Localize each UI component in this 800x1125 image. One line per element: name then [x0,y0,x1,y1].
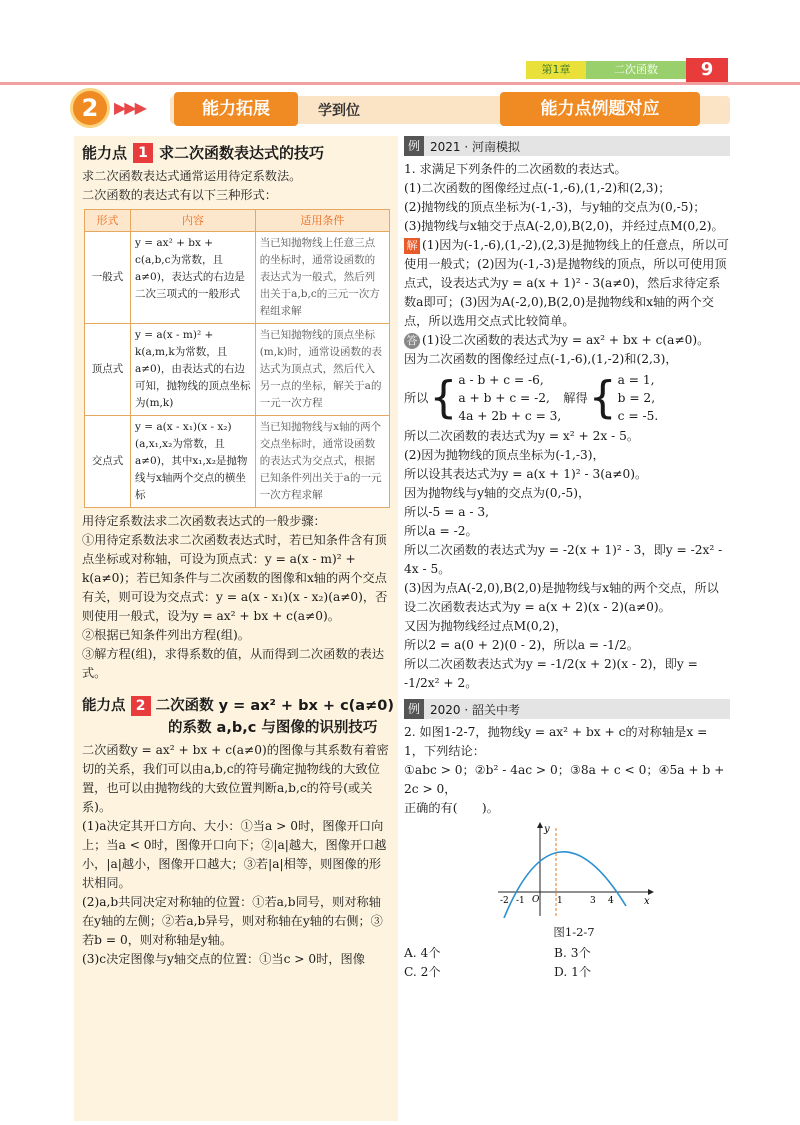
ability-point-2-heading [82,695,398,739]
solution: a = 1, [617,373,655,387]
table-header: 形式 [85,210,131,232]
section-badge: 2 [70,88,110,128]
tick-label: -1 [516,896,525,906]
table-row [85,324,390,416]
parabola-graph [494,822,654,918]
table-row [85,232,390,324]
y-axis-arrow-icon [537,822,543,828]
forms-table [84,209,390,508]
form-condition: 当已知抛物线的顶点坐标(m,k)时，通常设函数的表达式为顶点式，然后代入另一点的坐标，解关于a的一元一次方程 [255,324,389,416]
form-condition: 当已知抛物线与x轴的两个交点坐标时，通常设函数的表达式为交点式，根据已知条件列出关于a的一元一次方程求解 [255,416,389,508]
form-type: 顶点式 [85,324,131,416]
analysis-text: (1)因为(-1,-6),(1,-2),(2,3)是抛物线上的任意点，所以可使用一般式；(2)因为(-1,-3)是抛物线的顶点，所以可使用顶点式，设表达式为y = a(x + 1)² - 3(a≠0)，然后求待定系数a即可；(3)因为A(-2,0),B(2,0)是抛物线和x轴的两个交点，所以选用交点式比较简单。 [404,238,729,328]
p2-rule-b: (2)a,b共同决定对称轴的位置：①若a,b同号，则对称轴在y轴的左侧；②若a,b异号，则对称轴在y轴的右侧；③若b = 0，则对称轴是y轴。 [82,895,383,947]
table-header: 内容 [131,210,256,232]
answer-line [404,331,730,350]
question-end: 正确的有( )。 [404,801,499,815]
left-brace-icon: { [429,372,458,423]
ability-title-line1: 二次函数 y = ax² + bx + c(a≠0) [155,698,394,714]
axis-label-y: y [544,824,550,835]
equation: a - b + c = -6, [458,373,544,387]
answer-line: 所以二次函数表达式为y = -1/2(x + 2)(x - 2)，即y = -1/2x² + 2。 [404,657,698,690]
step-3: ③解方程(组)，求得系数的值，从而得到二次函数的表达式。 [82,647,385,680]
chapter-name: 二次函数 [586,61,686,79]
ability-title-line2: 的系数 a,b,c 与图像的识别技巧 [168,720,378,736]
p2-intro: 二次函数y = ax² + bx + c(a≠0)的图像与其系数有着密切的关系，我们可以由a,b,c的符号确定抛物线的大致位置，也可以由抛物线的大致位置判断a,b,c的符号(或关系)。 [82,743,389,814]
form-content: y = a(x - m)² + k(a,m,k为常数，且a≠0)，由表达式的右边可知，抛物线的顶点坐标为(m,k) [131,324,256,416]
step-2: ②根据已知条件列出方程(组)。 [82,628,250,642]
tick-label: 3 [590,896,596,906]
question-conditions: ①abc > 0；②b² - 4ac > 0；③8a + c < 0；④5a + b + 2c > 0， [404,763,725,796]
answer-text: (1)设二次函数的表达式为y = ax² + bx + c(a≠0)。 [422,333,710,347]
intro-text: 二次函数的表达式有以下三种形式： [82,188,277,202]
form-content: y = a(x - x₁)(x - x₂)(a,x₁,x₂为常数，且a≠0)，其中x₁,x₂是抛物线与x轴两个交点的横坐标 [131,416,256,508]
system-mid: 解得 [563,390,588,405]
axis-label-x: x [644,896,650,907]
solution: c = -5. [617,409,659,423]
answer-line: 所以a = -2。 [404,524,478,538]
question: 2. 如图1-2-7，抛物线y = ax² + bx + c的对称轴是x = 1，下列结论： [404,725,708,758]
left-brace-icon: { [588,372,617,423]
table-row [85,416,390,508]
answer-line: (2)因为抛物线的顶点坐标为(-1,-3)， [404,448,605,462]
ability-point-1-heading [82,142,398,163]
example-source: 2020 · 韶关中考 [430,702,520,717]
page-number: 9 [686,58,728,82]
steps-intro: 用待定系数法求二次函数表达式的一般步骤： [82,514,326,528]
p2-rule-c: (3)c决定图像与y轴交点的位置：①当c > 0时，图像 [82,952,365,966]
answer-line: 所以二次函数的表达式为y = x² + 2x - 5。 [404,429,640,443]
section-banner [70,88,730,130]
form-type: 交点式 [85,416,131,508]
parabola-figure [494,822,654,940]
analysis-tag: 解 [404,238,420,254]
system-equations [458,371,561,425]
tick-label: -2 [500,896,509,906]
option-d[interactable]: D. 1个 [554,965,592,979]
option-c[interactable]: C. 2个 [404,965,441,979]
chapter-tag: 第1章 [526,61,586,79]
example-2-bar [404,699,730,719]
table-header: 适用条件 [255,210,389,232]
header-divider [0,82,800,85]
question-part: (3)抛物线与x轴交于点A(-2,0),B(2,0)，并经过点M(0,2)。 [404,219,724,233]
p2-rule-a: (1)a决定其开口方向、大小：①当a > 0时，图像开口向上；当a < 0时，图像开口向下；②|a|越大，图像开口越小，|a|越小，图像开口越大；③若|a|相等，则图像的形状相同。 [82,819,387,890]
answer-line: 因为二次函数的图像经过点(-1,-6),(1,-2)和(2,3)， [404,352,678,366]
question-part: (1)二次函数的图像经过点(-1,-6),(1,-2)和(2,3)； [404,181,671,195]
analysis [404,236,730,331]
example-source: 2021 · 河南模拟 [430,139,520,154]
equation-system [404,371,730,425]
right-column [404,136,730,982]
answer-options [404,944,730,982]
answer-line: 所以设其表达式为y = a(x + 1)² - 3(a≠0)。 [404,467,648,481]
parabola-curve [504,852,626,918]
example-tag: 例 [404,699,424,719]
ability-title: 求二次函数表达式的技巧 [159,144,325,162]
answer-line: 因为抛物线与y轴的交点为(0,-5)， [404,486,591,500]
example-tag: 例 [404,136,424,156]
tick-label: 1 [557,896,563,906]
answer-line: 所以二次函数的表达式为y = -2(x + 1)² - 3，即y = -2x² - 4x - 5。 [404,543,723,576]
answer-line: 所以2 = a(0 + 2)(0 - 2)，所以a = -1/2。 [404,638,639,652]
equation: 4a + 2b + c = 3, [458,409,562,423]
option-b[interactable]: B. 3个 [554,946,591,960]
system-solution [618,371,659,425]
question: 1. 求满足下列条件的二次函数的表达式。 [404,162,627,176]
banner-subtitle: 学到位 [318,103,360,119]
banner-right-title: 能力点例题对应 [500,92,700,126]
option-a[interactable]: A. 4个 [404,946,441,960]
system-prefix: 所以 [404,390,429,405]
answer-line: 所以-5 = a - 3, [404,505,489,519]
top-header [0,55,800,83]
answer-line: (3)因为点A(-2,0),B(2,0)是抛物线与x轴的两个交点，所以设二次函数表达式为y = a(x + 2)(x - 2)(a≠0)。 [404,581,719,614]
form-content: y = ax² + bx + c(a,b,c为常数，且a≠0)，表达式的右边是二次三项式的一般形式 [131,232,256,324]
form-type: 一般式 [85,232,131,324]
ability-number: 2 [131,696,151,716]
figure-caption: 图1-2-7 [553,925,595,939]
banner-tab: 能力拓展 [174,92,298,126]
solution: b = 2, [617,391,656,405]
ability-label: 能力点 [82,144,128,162]
ability-label: 能力点 [82,698,126,714]
question-part: (2)抛物线的顶点坐标为(-1,-3)，与y轴的交点为(0,-5)； [404,200,706,214]
form-condition: 当已知抛物线上任意三点的坐标时，通常设函数的表达式为一般式，然后列出关于a,b,c的三元一次方程组求解 [255,232,389,324]
x-axis-arrow-icon [648,889,654,895]
step-1: ①用待定系数法求二次函数表达式时，若已知条件含有顶点坐标或对称轴，可设为顶点式：y = a(x - m)² + k(a≠0)；若已知条件与二次函数的图像和x轴的两个交点有关，则可设为交点式：y = a(x - x₁)(x - x₂)(a≠0)，否则使用一般式，设为y = ax² + bx + c(a≠0)。 [82,533,388,623]
arrows-icon: ▶▶▶ [114,98,145,117]
answer-tag: 答 [404,333,420,349]
answer-line: 又因为抛物线经过点M(0,2)， [404,619,568,633]
origin-label: O [532,895,540,905]
ability-number: 1 [133,143,153,163]
example-1-bar [404,136,730,156]
equation: a + b + c = -2, [458,391,550,405]
intro-text: 求二次函数表达式通常运用待定系数法。 [82,169,302,183]
left-column [74,136,398,1121]
tick-label: 4 [608,896,614,906]
